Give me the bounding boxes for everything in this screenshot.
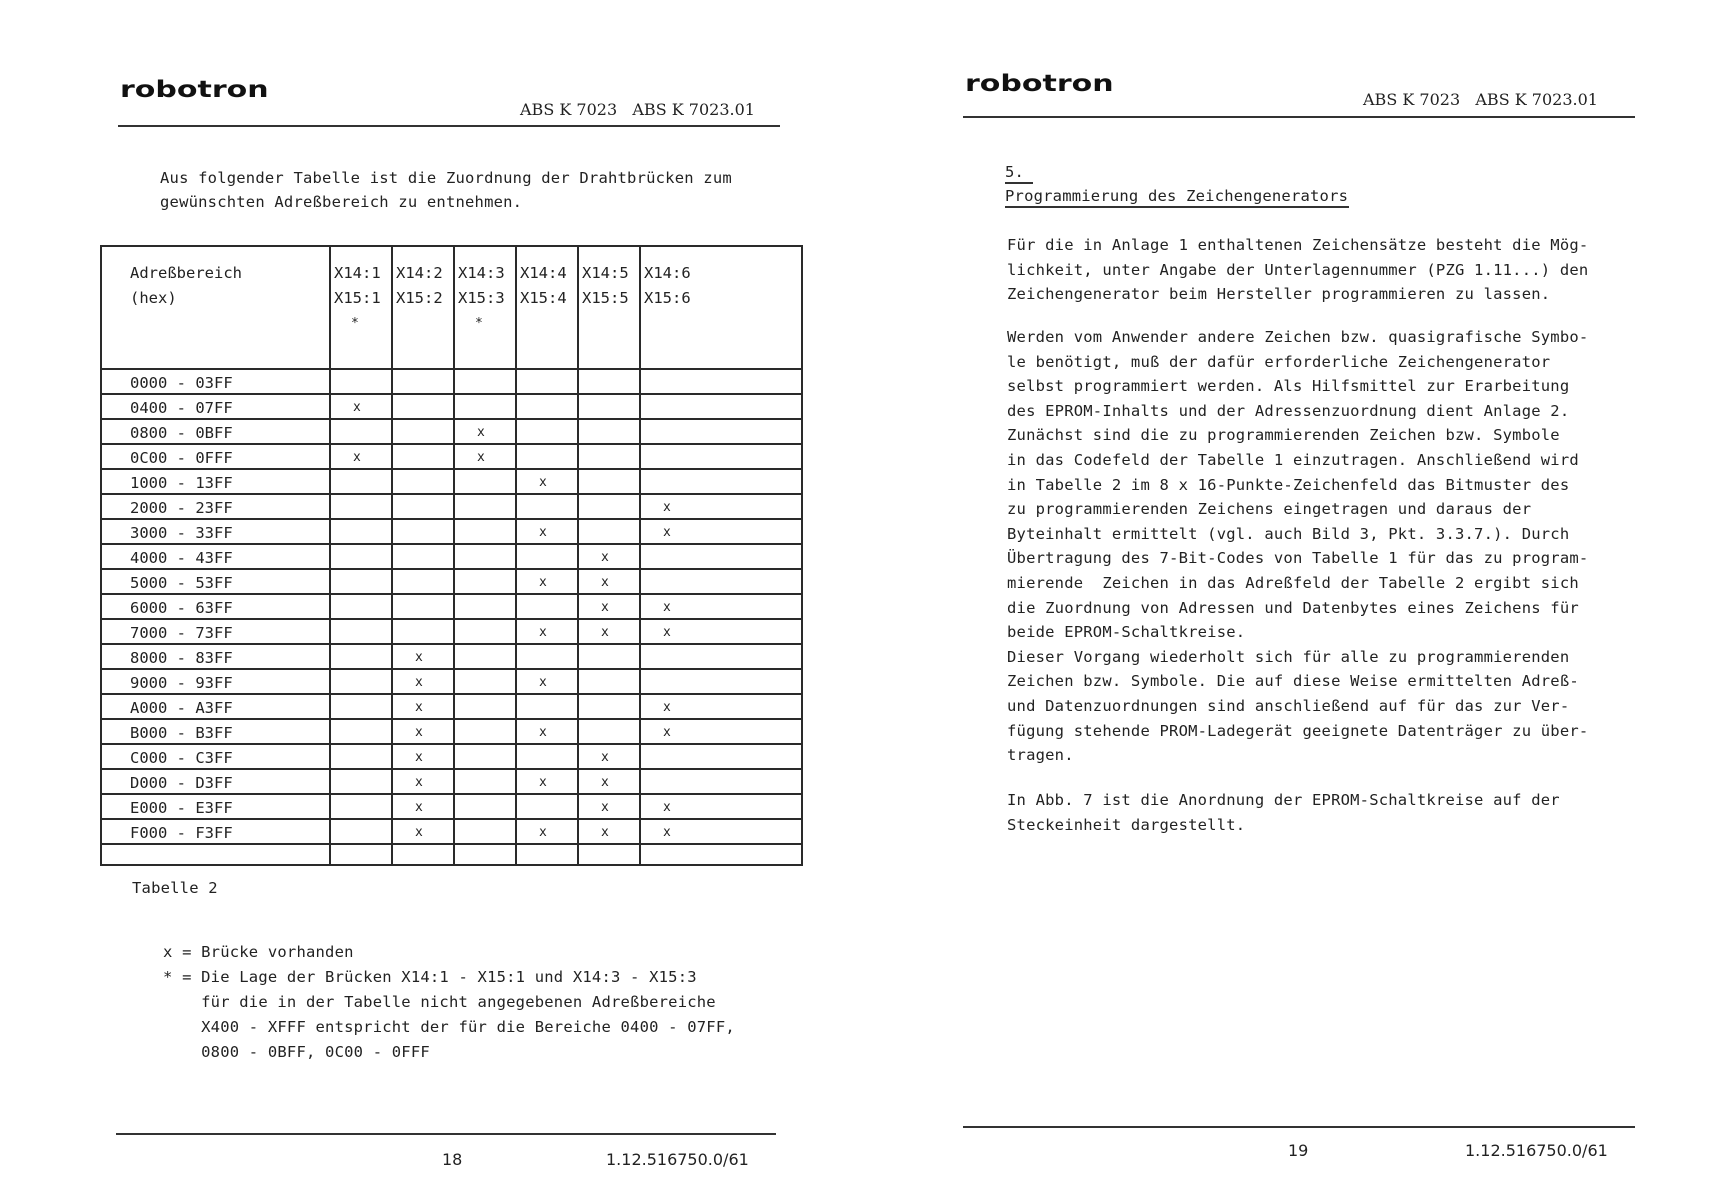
footer-rule: [116, 1133, 776, 1135]
address-range: 1000 - 13FF: [130, 474, 233, 492]
row-divider: [102, 818, 801, 820]
row-divider: [102, 393, 801, 395]
bridge-mark: x: [601, 800, 609, 815]
bridge-mark: x: [539, 825, 547, 840]
row-divider: [102, 668, 801, 670]
para2-line: fügung stehende PROM-Ladegerät geeignete Datenträger zu über-: [1007, 721, 1589, 740]
row-divider: [102, 618, 801, 620]
bridge-header-bottom: X15:4: [520, 289, 567, 307]
bridge-mark: x: [477, 450, 485, 465]
row-divider: [102, 768, 801, 770]
robotron-logo: robotron: [120, 76, 269, 104]
para2-line: selbst programmiert werden. Als Hilfsmittel zur Erarbeitung: [1007, 377, 1570, 396]
column-divider: [329, 247, 331, 864]
legend-line-5: 0800 - 0BFF, 0C00 - 0FFF: [163, 1043, 430, 1061]
page-number: 18: [442, 1150, 463, 1169]
para2-line: Zeichen bzw. Symbole. Die auf diese Weise ermittelten Adreß-: [1007, 672, 1579, 691]
address-range: 3000 - 33FF: [130, 524, 233, 542]
bridge-header-bottom: X15:1: [334, 289, 381, 307]
address-range: 6000 - 63FF: [130, 599, 233, 617]
intro-line-1: Aus folgender Tabelle ist die Zuordnung der Drahtbrücken zum: [160, 169, 732, 187]
legend-line-3: für die in der Tabelle nicht angegebenen Adreßbereiche: [163, 993, 716, 1011]
address-range: 8000 - 83FF: [130, 649, 233, 667]
column-divider: [639, 247, 641, 864]
doc-number: 1.12.516750.0/61: [606, 1150, 749, 1169]
para2-line: Byteinhalt ermittelt (vgl. auch Bild 3, Pkt. 3.3.7.). Durch: [1007, 524, 1570, 543]
address-range: C000 - C3FF: [130, 749, 233, 767]
para2-line: und Datenzuordnungen sind anschließend auf für das zur Ver-: [1007, 697, 1570, 715]
para2-line: mierende Zeichen in das Adreßfeld der Tabelle 2 ergibt sich: [1007, 574, 1579, 592]
bridge-mark: x: [601, 625, 609, 640]
address-range: 0800 - 0BFF: [130, 424, 233, 442]
row-divider: [102, 793, 801, 795]
address-range: 0C00 - 0FFF: [130, 449, 233, 467]
bridge-mark: x: [539, 725, 547, 740]
bridge-mark: x: [663, 525, 671, 540]
bridge-mark: x: [663, 625, 671, 640]
para2-line: Zunächst sind die zu programmierenden Zeichen bzw. Symbole: [1007, 426, 1560, 445]
column-divider: [391, 247, 393, 864]
bridge-header-bottom: X15:2: [396, 289, 443, 307]
column-divider: [577, 247, 579, 864]
address-range: 4000 - 43FF: [130, 549, 233, 567]
header-rule: [963, 116, 1635, 118]
para2-line: le benötigt, muß der dafür erforderliche Zeichengenerator: [1007, 352, 1551, 371]
doc-code: ABS K 7023 ABS K 7023.01: [1363, 90, 1598, 109]
row-divider: [102, 568, 801, 570]
para3-line: Steckeinheit dargestellt.: [1007, 815, 1246, 834]
para1-line: lichkeit, unter Angabe der Unterlagennummer (PZG 1.11...) den: [1007, 260, 1589, 279]
bridge-mark: x: [663, 825, 671, 840]
section-number: 5.: [1005, 163, 1025, 181]
bridge-mark: x: [415, 675, 423, 690]
bridge-mark: x: [601, 600, 609, 615]
row-divider: [102, 468, 801, 470]
bridge-mark: x: [353, 400, 361, 415]
address-range: A000 - A3FF: [130, 699, 233, 717]
table-caption: Tabelle 2: [132, 879, 218, 897]
bridge-header-top: X14:4: [520, 264, 567, 282]
row-divider: [102, 718, 801, 720]
section-title-underline: [1005, 206, 1349, 208]
bridge-mark: x: [415, 775, 423, 790]
bridge-mark: x: [601, 750, 609, 765]
row-divider: [102, 418, 801, 420]
bridge-mark: x: [539, 675, 547, 690]
bridge-header-top: X14:5: [582, 264, 629, 282]
bridge-table: [100, 245, 803, 866]
address-range: 0000 - 03FF: [130, 374, 233, 392]
row-divider: [102, 443, 801, 445]
para2-line: Dieser Vorgang wiederholt sich für alle zu programmierenden: [1007, 647, 1570, 666]
bridge-header-top: X14:3: [458, 264, 505, 282]
column-divider: [453, 247, 455, 864]
row-divider: [102, 743, 801, 745]
page-number: 19: [1288, 1141, 1309, 1160]
row-divider: [102, 593, 801, 595]
para2-line: die Zuordnung von Adressen und Datenbytes eines Zeichens für: [1007, 598, 1579, 617]
para2-line: tragen.: [1007, 746, 1074, 765]
footer-rule: [963, 1126, 1635, 1128]
address-range: 0400 - 07FF: [130, 399, 233, 417]
bridge-mark: x: [601, 575, 609, 590]
para2-line: Werden vom Anwender andere Zeichen bzw. quasigrafische Symbo-: [1007, 328, 1589, 346]
bridge-mark: x: [663, 725, 671, 740]
address-range: 2000 - 23FF: [130, 499, 233, 517]
bridge-mark: x: [415, 725, 423, 740]
para2-line: des EPROM-Inhalts und der Adressenzuordnung dient Anlage 2.: [1007, 401, 1570, 420]
para3-line: In Abb. 7 ist die Anordnung der EPROM-Schaltkreise auf der: [1007, 791, 1560, 809]
header-divider: [102, 368, 801, 370]
bridge-header-top: X14:2: [396, 264, 443, 282]
bridge-mark: x: [601, 550, 609, 565]
footnote-star: *: [351, 316, 359, 331]
bridge-header-bottom: X15:6: [644, 289, 691, 307]
legend-line-1: x = Brücke vorhanden: [163, 943, 354, 961]
row-divider: [102, 843, 801, 845]
address-range: E000 - E3FF: [130, 799, 233, 817]
address-range: D000 - D3FF: [130, 774, 233, 792]
intro-line-2: gewünschten Adreßbereich zu entnehmen.: [160, 193, 523, 211]
para2-line: in das Codefeld der Tabelle 1 einzutragen. Anschließend wird: [1007, 451, 1579, 469]
section-title: Programmierung des Zeichengenerators: [1005, 187, 1349, 205]
row-divider: [102, 643, 801, 645]
bridge-mark: x: [415, 750, 423, 765]
address-range: 7000 - 73FF: [130, 624, 233, 642]
bridge-mark: x: [539, 475, 547, 490]
bridge-mark: x: [539, 575, 547, 590]
doc-code: ABS K 7023 ABS K 7023.01: [520, 100, 755, 119]
bridge-mark: x: [539, 625, 547, 640]
bridge-header-top: X14:6: [644, 264, 691, 282]
doc-number: 1.12.516750.0/61: [1465, 1141, 1608, 1160]
row-divider: [102, 493, 801, 495]
bridge-mark: x: [477, 425, 485, 440]
bridge-header-bottom: X15:5: [582, 289, 629, 307]
legend-line-4: X400 - XFFF entspricht der für die Bereiche 0400 - 07FF,: [163, 1018, 735, 1036]
column-divider: [515, 247, 517, 864]
para1-line: Zeichengenerator beim Hersteller programmieren zu lassen.: [1007, 285, 1551, 304]
para2-line: zu programmierenden Zeichens eingetragen und daraus der: [1007, 500, 1532, 519]
legend-line-2: * = Die Lage der Brücken X14:1 - X15:1 und X14:3 - X15:3: [163, 968, 697, 986]
bridge-mark: x: [601, 825, 609, 840]
address-range: F000 - F3FF: [130, 824, 233, 842]
bridge-header-top: X14:1: [334, 264, 381, 282]
para1-line: Für die in Anlage 1 enthaltenen Zeichensätze besteht die Mög-: [1007, 236, 1589, 254]
bridge-mark: x: [539, 775, 547, 790]
bridge-mark: x: [663, 800, 671, 815]
row-divider: [102, 693, 801, 695]
robotron-logo: robotron: [965, 70, 1114, 98]
bridge-header-bottom: X15:3: [458, 289, 505, 307]
row-divider: [102, 518, 801, 520]
bridge-mark: x: [663, 600, 671, 615]
addr-header-1: Adreßbereich: [130, 264, 242, 282]
para2-line: Übertragung des 7-Bit-Codes von Tabelle 1 für das zu program-: [1007, 549, 1589, 568]
bridge-mark: x: [601, 775, 609, 790]
address-range: 9000 - 93FF: [130, 674, 233, 692]
bridge-mark: x: [415, 650, 423, 665]
footnote-star: *: [475, 316, 483, 331]
address-range: B000 - B3FF: [130, 724, 233, 742]
bridge-mark: x: [353, 450, 361, 465]
bridge-mark: x: [663, 700, 671, 715]
bridge-mark: x: [415, 825, 423, 840]
header-rule: [118, 125, 780, 127]
bridge-mark: x: [539, 525, 547, 540]
bridge-mark: x: [415, 800, 423, 815]
right-page: [855, 0, 1710, 1200]
row-divider: [102, 543, 801, 545]
bridge-mark: x: [663, 500, 671, 515]
bridge-mark: x: [415, 700, 423, 715]
address-range: 5000 - 53FF: [130, 574, 233, 592]
para2-line: in Tabelle 2 im 8 x 16-Punkte-Zeichenfeld das Bitmuster des: [1007, 475, 1570, 494]
para2-line: beide EPROM-Schaltkreise.: [1007, 623, 1246, 642]
addr-header-2: (hex): [130, 289, 177, 307]
